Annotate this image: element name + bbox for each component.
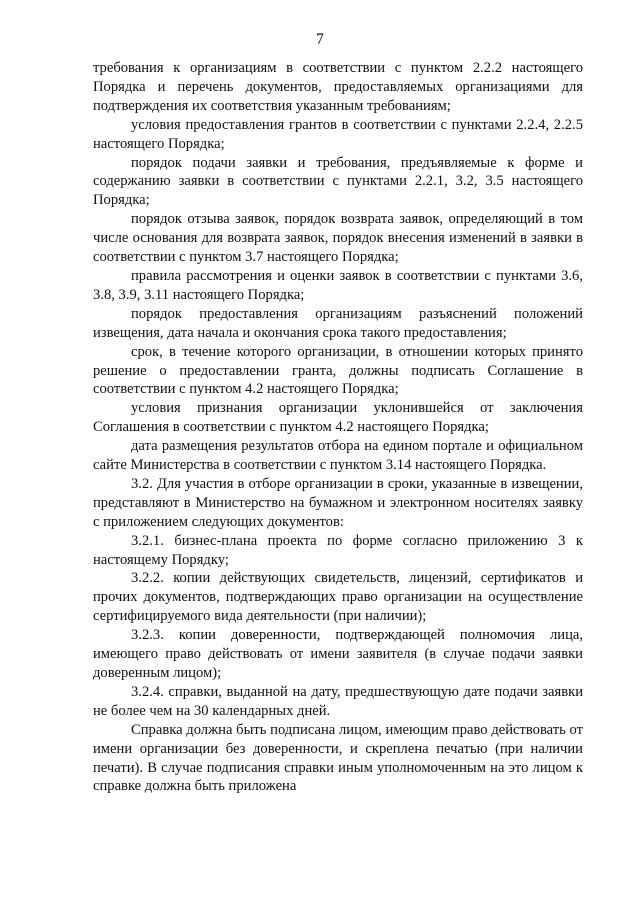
paragraph-application-submission: порядок подачи заявки и требования, предъявляемые к форме и содержанию заявки в соответствии с пунктами 2.2.1, 3.2, 3.5 настоящего Порядка;: [93, 154, 583, 209]
paragraph-grant-conditions: условия предоставления грантов в соответствии с пунктами 2.2.4, 2.2.5 настоящего Порядка;: [93, 116, 583, 152]
paragraph-requirements: требования к организациям в соответствии с пунктом 2.2.2 настоящего Порядка и перечень документов, предоставляемых организациями для подтверждения их соответствия указанным требованиям;: [93, 60, 583, 114]
paragraph-3-2-1: 3.2.1. бизнес-плана проекта по форме согласно приложению 3 к настоящему Порядку;: [93, 532, 583, 568]
paragraph-3-2: 3.2. Для участия в отборе организации в сроки, указанные в извещении, представляют в Министерство на бумажном и электронном носителях заявку с приложением следующих документов:: [93, 475, 583, 530]
document-body: [93, 59, 583, 796]
paragraph-certificate-signing: Справка должна быть подписана лицом, имеющим право действовать от имени организации без доверенности, и скреплена печатью (при наличии печати). В случае подписания справки иным уполномоченным на это лицом к справке должна быть приложена: [93, 721, 583, 795]
paragraph-application-withdrawal: порядок отзыва заявок, порядок возврата заявок, определяющий в том числе основания для возврата заявок, порядок внесения изменений в заявки в соответствии с пунктом 3.7 настоящего Порядка;: [93, 211, 583, 266]
paragraph-evasion-conditions: условия признания организации уклонившейся от заключения Соглашения в соответствии с пунктом 4.2 настоящего Порядка;: [93, 400, 583, 436]
paragraph-3-2-2: 3.2.2. копии действующих свидетельств, лицензий, сертификатов и прочих документов, подтверждающих право организации на осуществление сертифицируемого вида деятельности (при наличии);: [93, 570, 583, 625]
paragraph-signing-deadline: срок, в течение которого организации, в отношении которых принято решение о предоставлении гранта, должны подписать Соглашение в соответствии с пунктом 4.2 настоящего Порядка;: [93, 343, 583, 398]
paragraph-results-publication: дата размещения результатов отбора на едином портале и официальном сайте Министерства в соответствии с пунктом 3.14 настоящего Порядка.: [93, 438, 583, 474]
page-number: 7: [316, 31, 324, 48]
paragraph-3-2-4: 3.2.4. справки, выданной на дату, предшествующую дате подачи заявки не более чем на 30 календарных дней.: [93, 683, 583, 719]
paragraph-clarifications: порядок предоставления организациям разъяснений положений извещения, дата начала и окончания срока такого предоставления;: [93, 305, 583, 341]
paragraph-review-rules: правила рассмотрения и оценки заявок в соответствии с пунктами 3.6, 3.8, 3.9, 3.11 настоящего Порядка;: [93, 267, 583, 303]
paragraph-3-2-3: 3.2.3. копии доверенности, подтверждающей полномочия лица, имеющего право действовать от имени заявителя (в случае подачи заявки доверенным лицом);: [93, 627, 583, 681]
